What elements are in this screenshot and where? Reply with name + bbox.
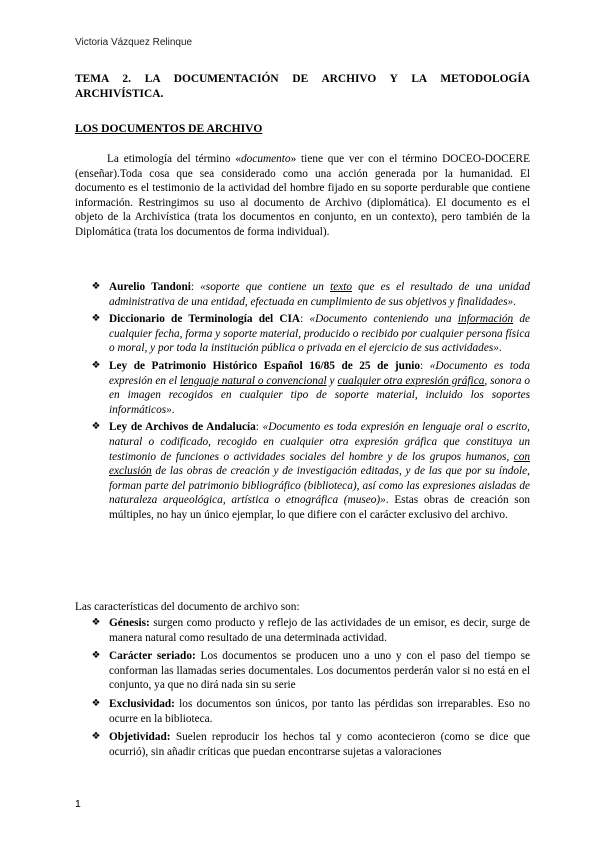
definition-author: Aurelio Tandoni: [109, 281, 191, 293]
term-documento: documento: [241, 153, 291, 165]
underlined-term: lenguaje natural o convencional: [179, 374, 327, 387]
characteristics-list: [90, 616, 530, 763]
characteristic-item-objetividad: ❖ Objetividad: Suelen reproducir los hechos tal y como acontecieron (como se dice que ocurrió), sin añadir críticas que puedan encontrarse sujetas a valoraciones: [91, 731, 530, 758]
intro-paragraph: La etimología del término «documento» tiene que ver con el término DOCEO-DOCERE (enseñar).Toda cosa que sea considerado como una acción generada por la humanidad. El documento es el testimonio de la actividad del hombre fijado en su soporte perdurable que contiene información. Restringimos su uso al documento de Archivo (diplomática). El documento es el objeto de la Archivística (trata los documentos en conjunto, en un contexto), pero también de la Diplomática (trata los documentos de forma individual).: [75, 153, 530, 238]
characteristic-term: Carácter seriado:: [109, 650, 196, 663]
definition-author: Ley de Archivos de Andalucía: [109, 421, 256, 434]
characteristic-term: Exclusividad:: [109, 697, 175, 710]
characteristic-item-exclusividad: ❖ Exclusividad: los documentos son únicos, por tanto las pérdidas son irreparables. Eso no ocurre en la biblioteca.: [91, 697, 530, 725]
characteristic-term: Génesis:: [109, 617, 150, 629]
definitions-list: [90, 280, 530, 526]
diamond-bullet-icon: ❖: [91, 281, 101, 292]
diamond-bullet-icon: ❖: [91, 359, 101, 371]
underlined-term: con exclusión: [109, 450, 530, 478]
diamond-bullet-icon: ❖: [91, 421, 101, 433]
definition-item-patrimonio: ❖ Ley de Patrimonio Histórico Español 16/85 de 25 de junio: «Documento es toda expresión en el lenguaje natural o convencional y cualquier otra expresión gráfica, sonora o en imagen recogidos en cualquier tipo de soporte material, incluido los soportes informáticos».: [91, 359, 531, 416]
page-title: TEMA 2. LA DOCUMENTACIÓN DE ARCHIVO Y LA METODOLOGÍA ARCHIVÍSTICA.: [75, 73, 530, 100]
diamond-bullet-icon: ❖: [91, 313, 101, 325]
definition-author: Ley de Patrimonio Histórico Español 16/85 de 25 de junio: [109, 359, 421, 372]
diamond-bullet-icon: ❖: [91, 617, 101, 628]
diamond-bullet-icon: ❖: [91, 650, 101, 662]
header-author: Victoria Vázquez Relinque: [75, 37, 193, 48]
section-heading: LOS DOCUMENTOS DE ARCHIVO: [75, 122, 263, 135]
diamond-bullet-icon: ❖: [91, 697, 101, 709]
definition-item-cia: ❖ Diccionario de Terminología del CIA: «Documento conteniendo una información de cualquier fecha, forma y soporte material, producido o recibido por cualquier persona física o moral, y por toda la institución pública o privada en el ejercicio de sus actividades».: [91, 313, 530, 355]
underlined-term: información: [457, 313, 514, 326]
characteristics-intro: Las características del documento de archivo son:: [75, 601, 300, 613]
definition-item-tandoni: ❖ Aurelio Tandoni: «soporte que contiene un texto que es el resultado de una unidad administrativa de una entidad, efectuada en cumplimiento de sus objetivos y finalidades».: [91, 281, 530, 308]
diamond-bullet-icon: ❖: [91, 731, 101, 743]
characteristic-term: Objetividad:: [109, 731, 171, 744]
page-number: 1: [75, 798, 81, 810]
underlined-term: cualquier otra expresión gráfica: [337, 374, 485, 387]
underlined-term: texto: [330, 281, 353, 293]
characteristic-item-seriado: ❖ Carácter seriado: Los documentos se producen uno a uno y con el paso del tiempo se conforman las llamadas series documentales. Los documentos perderán valor si no está en el conjunto, ya que no dirá nada sin su serie: [91, 650, 530, 692]
characteristic-item-genesis: ❖ Génesis: surgen como producto y reflejo de las actividades de un emisor, es decir, surge de manera natural como resultado de una determinada actividad.: [91, 617, 530, 644]
definition-item-andalucia: ❖ Ley de Archivos de Andalucía: «Documento es toda expresión en lenguaje oral o escrito, natural o codificado, recogido en cualquier otra expresión gráfica que constituya un testimonio de funciones o actividades sociales del hombre y de los grupos humanos, con exclusión de las obras de creación y de investigación editadas, y de las que por su índole, forman parte del patrimonio bibliográfico (biblioteca), así como las expresiones aisladas de naturaleza arqueológica, artística o etnográfica (museo)». Estas obras de creación son múltiples, no hay un único ejemplar, lo que difiere con el carácter exclusivo del archivo.: [91, 421, 530, 521]
definition-author: Diccionario de Terminología del CIA: [109, 313, 301, 326]
